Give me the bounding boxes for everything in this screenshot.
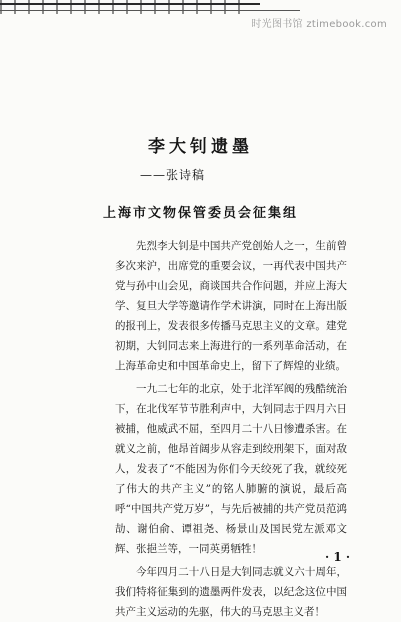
page-number: · 1 · (325, 550, 351, 564)
binding-line (0, 10, 300, 11)
watermark: 时光图书馆 ztimebook.com (251, 19, 387, 30)
author-organization: 上海市文物保管委员会征集组 (102, 206, 298, 221)
page-title: 李大钊遗墨 (148, 137, 253, 157)
page-subtitle: ——张诗稿 (140, 168, 206, 182)
paragraph: 今年四月二十八日是大钊同志就义六十周年，我们特将征集到的遗墨两件发表，以纪念这位中国共产主义运动的先驱，伟大的马克思主义者！ (115, 566, 347, 618)
article-body (115, 236, 347, 622)
paragraph: 一九二七年的北京，处于北洋军阀的残酷统治下，在北伐军节节胜利声中，大钊同志于四月六日被捕，他威武不屈，至四月二十八日惨遭杀害。在就义之前，他昂首阔步从容走到绞刑架下，面对敌人，发表了“不能因为你们今天绞死了我，就绞死了伟大的共产主义”的铭人肺腑的演说，最后高呼“中国共产党万岁”，与先后被捕的共产党员范鸿劼、谢伯俞、谭祖尧、杨景山及国民党左派邓文辉、张挹兰等，一同英勇牺牲！ (115, 383, 347, 555)
binding-line (0, 3, 260, 5)
paragraph: 先烈李大钊是中国共产党创始人之一，生前曾多次来沪，出席党的重要会议，一再代表中国共产党与孙中山会见，商谈国共合作问题，并应上海大学、复旦大学等邀请作学术讲演，同时在上海出版的报刊上，发表很多传播马克思主义的文章。建党初期，大钊同志来上海进行的一系列革命活动，在上海革命史和中国革命史上，留下了辉煌的业绩。 (115, 240, 347, 372)
